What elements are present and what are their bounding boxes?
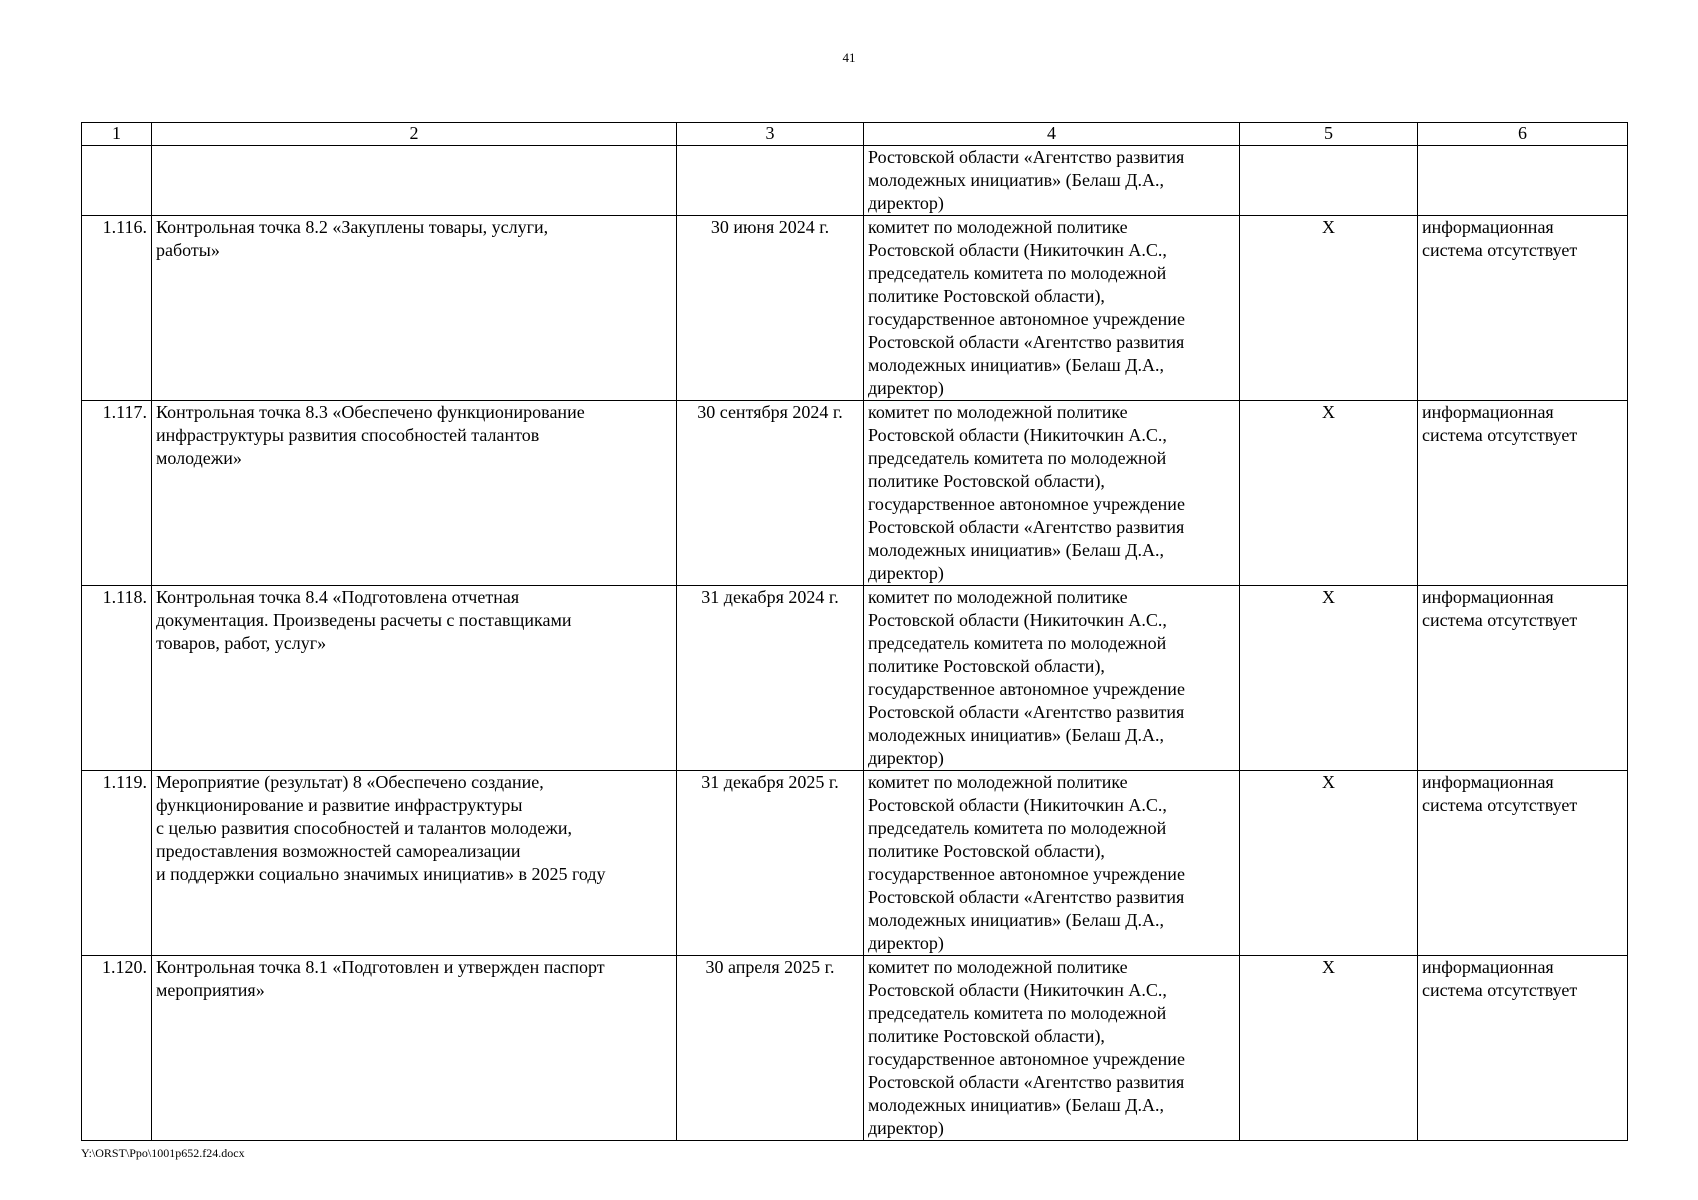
row-name: Контрольная точка 8.3 «Обеспечено функционирование инфраструктуры развития способностей талантов молодежи» <box>152 401 677 586</box>
row-info-system: информационная система отсутствует <box>1418 216 1628 401</box>
plan-table <box>81 122 1628 1141</box>
row-info-system: информационная система отсутствует <box>1418 586 1628 771</box>
row-date: 31 декабря 2025 г. <box>677 771 864 956</box>
row-date <box>677 146 864 216</box>
row-mark: X <box>1240 401 1418 586</box>
page-number: 41 <box>842 50 856 65</box>
row-name: Контрольная точка 8.1 «Подготовлен и утвержден паспорт мероприятия» <box>152 956 677 1141</box>
row-mark: X <box>1240 586 1418 771</box>
row-responsible: комитет по молодежной политике Ростовской области (Никиточкин А.С., председатель комитета по молодежной политике Ростовской области), государственное автономное учреждение Ростовской области «Агентство развития молодежных инициатив» (Белаш Д.А., директор) <box>864 771 1240 956</box>
row-number: 1.120. <box>82 956 152 1141</box>
column-number-2: 2 <box>152 123 677 146</box>
row-mark: X <box>1240 771 1418 956</box>
row-info-system: информационная система отсутствует <box>1418 771 1628 956</box>
table-row <box>82 146 1628 216</box>
row-mark: X <box>1240 216 1418 401</box>
row-name: Контрольная точка 8.4 «Подготовлена отчетная документация. Произведены расчеты с поставщиками товаров, работ, услуг» <box>152 586 677 771</box>
row-responsible: комитет по молодежной политике Ростовской области (Никиточкин А.С., председатель комитета по молодежной политике Ростовской области), государственное автономное учреждение Ростовской области «Агентство развития молодежных инициатив» (Белаш Д.А., директор) <box>864 956 1240 1141</box>
row-number: 1.117. <box>82 401 152 586</box>
column-number-6: 6 <box>1418 123 1628 146</box>
row-info-system: информационная система отсутствует <box>1418 956 1628 1141</box>
column-number-5: 5 <box>1240 123 1418 146</box>
column-number-3: 3 <box>677 123 864 146</box>
row-date: 31 декабря 2024 г. <box>677 586 864 771</box>
row-date: 30 сентября 2024 г. <box>677 401 864 586</box>
row-number: 1.116. <box>82 216 152 401</box>
row-responsible: комитет по молодежной политике Ростовской области (Никиточкин А.С., председатель комитета по молодежной политике Ростовской области), государственное автономное учреждение Ростовской области «Агентство развития молодежных инициатив» (Белаш Д.А., директор) <box>864 401 1240 586</box>
column-number-row <box>82 123 1628 146</box>
row-number: 1.119. <box>82 771 152 956</box>
table-row <box>82 771 1628 956</box>
table-row <box>82 586 1628 771</box>
row-info-system <box>1418 146 1628 216</box>
row-name <box>152 146 677 216</box>
table-row <box>82 956 1628 1141</box>
row-responsible: комитет по молодежной политике Ростовской области (Никиточкин А.С., председатель комитета по молодежной политике Ростовской области), государственное автономное учреждение Ростовской области «Агентство развития молодежных инициатив» (Белаш Д.А., директор) <box>864 216 1240 401</box>
row-date: 30 апреля 2025 г. <box>677 956 864 1141</box>
row-responsible: комитет по молодежной политике Ростовской области (Никиточкин А.С., председатель комитета по молодежной политике Ростовской области), государственное автономное учреждение Ростовской области «Агентство развития молодежных инициатив» (Белаш Д.А., директор) <box>864 586 1240 771</box>
row-name: Мероприятие (результат) 8 «Обеспечено создание, функционирование и развитие инфраструктуры с целью развития способностей и талантов молодежи, предоставления возможностей самореализации и поддержки социально значимых инициатив» в 2025 году <box>152 771 677 956</box>
row-mark: X <box>1240 956 1418 1141</box>
column-number-4: 4 <box>864 123 1240 146</box>
table-row <box>82 216 1628 401</box>
row-number: 1.118. <box>82 586 152 771</box>
row-number <box>82 146 152 216</box>
row-mark <box>1240 146 1418 216</box>
row-date: 30 июня 2024 г. <box>677 216 864 401</box>
row-name: Контрольная точка 8.2 «Закуплены товары, услуги, работы» <box>152 216 677 401</box>
column-number-1: 1 <box>82 123 152 146</box>
file-path-footer: Y:\ORST\Ppo\1001p652.f24.docx <box>81 1146 245 1160</box>
table-row <box>82 401 1628 586</box>
row-info-system: информационная система отсутствует <box>1418 401 1628 586</box>
row-responsible: Ростовской области «Агентство развития молодежных инициатив» (Белаш Д.А., директор) <box>864 146 1240 216</box>
